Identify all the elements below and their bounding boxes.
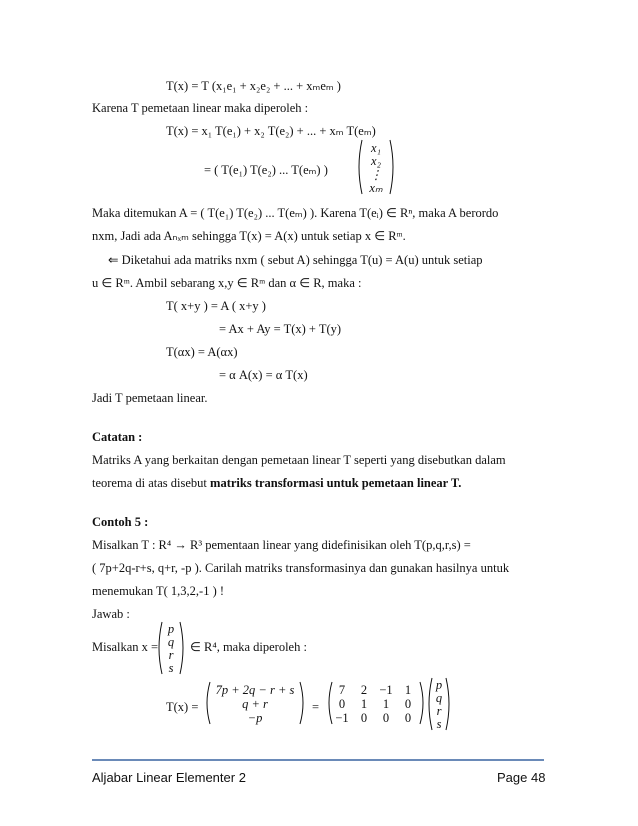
line-8: u ∈ Rᵐ. Ambil sebarang x,y ∈ Rᵐ dan α ∈ R, maka : (92, 276, 362, 290)
vecx-entry: x₁ (371, 141, 381, 155)
matrix-cell: 0 (382, 711, 390, 725)
line-10: = Ax + Ay = T(x) + T(y) (219, 322, 342, 336)
footer-page-number: Page 48 (497, 770, 546, 785)
jawab-label: Jawab : (92, 607, 130, 621)
vecp-entry: p (167, 622, 175, 636)
matrix-cell: 2 (360, 683, 368, 697)
line-12: = α A(x) = α T(x) (219, 368, 308, 382)
vecr-entry: −p (247, 711, 263, 725)
equals-sign: = (312, 700, 320, 714)
vecp2-entry: p (435, 678, 443, 692)
line-11: T(αx) = A(αx) (166, 345, 238, 359)
vecx-entry: xₘ (369, 181, 383, 195)
vecx-entry: ⋮ (369, 168, 383, 182)
catatan-line-1: Matriks A yang berkaitan dengan pemetaan linear T seperti yang disebutkan dalam (92, 453, 506, 467)
matrix-cell: 0 (338, 697, 346, 711)
line-9: T( x+y ) = A ( x+y ) (166, 299, 266, 313)
catatan-bold-term: matriks transformasi untuk pemetaan linear T. (210, 476, 462, 490)
footer-divider (92, 759, 544, 761)
line-2: Karena T pemetaan linear maka diperoleh : (92, 101, 309, 115)
misalkan-label: Misalkan x = (92, 640, 159, 654)
matrix-cell: −1 (379, 683, 393, 697)
vecp2-entry: q (435, 691, 443, 705)
contoh-line-2: ( 7p+2q-r+s, q+r, -p ). Carilah matriks transformasinya dan gunakan hasilnya untuk (92, 561, 510, 575)
line-6: nxm, Jadi ada Aₙₓₘ sehingga T(x) = A(x) untuk setiap x ∈ Rᵐ. (92, 229, 406, 243)
matrix-cell: −1 (335, 711, 349, 725)
matrix-cell: 0 (360, 711, 368, 725)
matrix-cell: 0 (404, 711, 412, 725)
contoh-title: Contoh 5 : (92, 515, 149, 529)
matrix-cell: 1 (404, 683, 412, 697)
vecp2-entry: s (436, 717, 442, 731)
matrix-cell: 1 (382, 697, 390, 711)
tx-label: T(x) = (166, 700, 199, 714)
footer-book-title: Aljabar Linear Elementer 2 (92, 770, 246, 785)
catatan-line-2-text: teorema di atas disebut (92, 476, 211, 490)
catatan-title: Catatan : (92, 430, 143, 444)
matrix-cell: 0 (404, 697, 412, 711)
misalkan-suffix: ∈ R⁴, maka diperoleh : (190, 640, 307, 654)
vecr-entry: 7p + 2q − r + s (215, 683, 295, 697)
contoh-line-1: Misalkan T : R⁴ → R³ pementaan linear yang didefinisikan oleh T(p,q,r,s) = (92, 538, 471, 552)
line-3: T(x) = x₁ T(e₁) + x₂ T(e₂) + ... + xₘ T(eₘ) (166, 124, 376, 138)
vecr-entry: q + r (242, 697, 268, 711)
line-13: Jadi T pemetaan linear. (92, 391, 208, 405)
line-7: ⇐ Diketahui ada matriks nxm ( sebut A) sehingga T(u) = A(u) untuk setiap (108, 253, 483, 267)
vecp2-entry: r (436, 704, 442, 718)
vecx-entry: x₂ (371, 154, 381, 168)
line-1: T(x) = T (x₁e₁ + x₂e₂ + ... + xₘeₘ ) (166, 79, 341, 93)
line-5: Maka ditemukan A = ( T(e₁) T(e₂) ... T(eₘ) ). Karena T(eᵢ) ∈ Rⁿ, maka A berordo (92, 206, 499, 220)
matrix-cell: 7 (338, 683, 346, 697)
line-4: = ( T(e₁) T(e₂) ... T(eₘ) ) (204, 163, 328, 177)
matrix-cell: 1 (360, 697, 368, 711)
vecp-entry: r (168, 648, 174, 662)
catatan-line-2 (92, 477, 461, 490)
vecp-entry: s (168, 661, 174, 675)
contoh-line-3: menemukan T( 1,3,2,-1 ) ! (92, 584, 225, 598)
vecp-entry: q (167, 635, 175, 649)
